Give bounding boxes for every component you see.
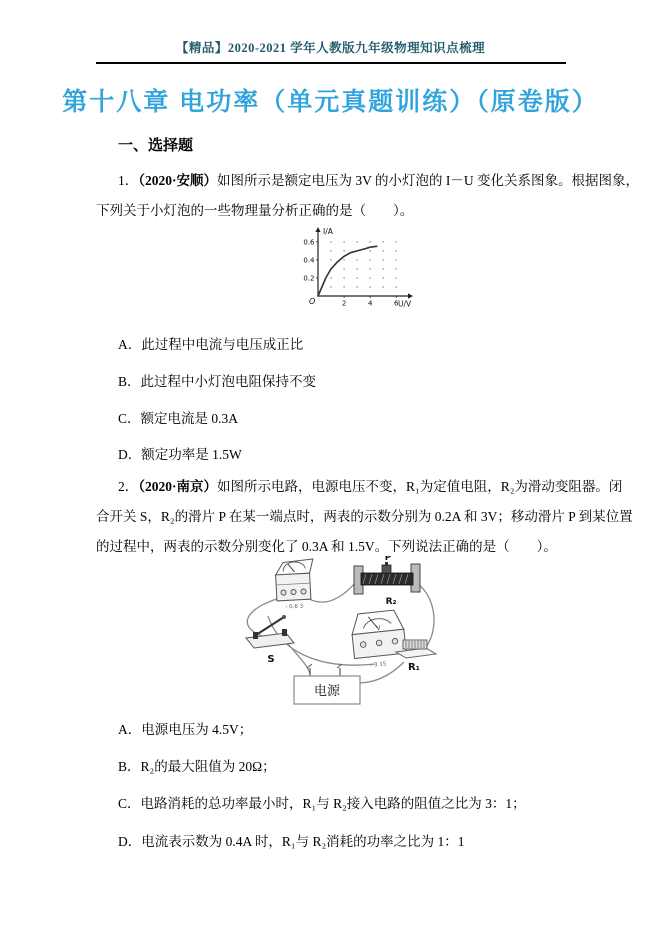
voltmeter	[350, 609, 408, 670]
page-title: 第十八章 电功率（单元真题训练）（原卷版）	[62, 88, 599, 116]
voltmeter-v-letter: V	[376, 624, 381, 633]
svg-text:6: 6	[394, 299, 399, 308]
svg-text:0.2: 0.2	[303, 274, 315, 283]
svg-text:2: 2	[341, 299, 347, 308]
q2-source: （2020·南京）	[138, 479, 218, 494]
x-axis-arrow-icon	[408, 293, 413, 298]
section-heading: 一、选择题	[118, 137, 194, 154]
power-supply	[294, 664, 360, 704]
q1-line-2: 下列关于小灯泡的一些物理量分析正确的是（ ）。	[96, 203, 414, 218]
ammeter	[275, 559, 316, 611]
header-divider	[96, 62, 566, 64]
q2-line-3: 的过程中，两表的示数分别变化了 0.3A 和 1.5V。下列说法正确的是（ ）。	[96, 539, 557, 554]
rheostat-r2	[354, 556, 420, 607]
q2-number: 2．	[118, 479, 139, 494]
x-axis-label: U/V	[398, 299, 412, 309]
svg-text:0.4: 0.4	[303, 256, 315, 265]
q2-line-1	[96, 472, 623, 502]
resistor-r1-label: R₁	[407, 662, 421, 673]
figure-circuit-diagram	[228, 556, 442, 711]
switch-s-label: S	[267, 654, 275, 665]
q2-option-b: B．R₂的最大阻值为 20Ω；	[118, 759, 276, 774]
rheostat-r2-label: R₂	[385, 597, 397, 607]
q2-option-d: D．电流表示数为 0.4A 时，R₁与 R₂消耗的功率之比为 1：1	[118, 834, 465, 849]
figure-iu-graph	[292, 224, 416, 321]
q1-number: 1．	[118, 173, 139, 188]
ammeter-scale-label: - 0.6 3	[285, 603, 304, 611]
svg-text:0.6: 0.6	[303, 238, 315, 247]
q1-option-c: C．额定电流是 0.3A	[118, 411, 239, 426]
q1-option-b: B．此过程中小灯泡电阻保持不变	[118, 374, 317, 389]
q2-option-a: A．电源电压为 4.5V；	[118, 722, 253, 737]
origin-label: O	[309, 297, 316, 306]
q2-option-c: C．电路消耗的总功率最小时，R₁与 R₂接入电路的阻值之比为 3：1；	[118, 796, 526, 811]
question-1	[96, 166, 640, 226]
voltmeter-scale-label: - 3 15	[370, 661, 387, 669]
q1-option-a: A．此过程中电流与电压成正比	[118, 337, 304, 352]
q1-line-1	[96, 166, 640, 196]
q1-option-d: D．额定功率是 1.5W	[118, 447, 242, 462]
svg-text:4: 4	[367, 299, 373, 308]
q2-line-2: 合开关 S，R₂的滑片 P 在某一端点时，两表的示数分别为 0.2A 和 3V；移动滑片 P 到某位置	[96, 509, 633, 524]
circuit-wires	[247, 582, 434, 683]
q1-source: （2020·安顺）	[138, 173, 218, 188]
slider-p-label: P	[384, 556, 392, 563]
q1-text: 如图所示是额定电压为 3V 的小灯泡的 I－U 变化关系图象。根据图象，	[217, 173, 640, 188]
wire-ammeter-to-rheostat	[304, 582, 356, 602]
y-axis-arrow-icon	[315, 227, 320, 232]
wire-switch-to-power	[288, 644, 310, 674]
page-header-text: 【精品】2020-2021 学年人教版九年级物理知识点梳理	[175, 41, 486, 55]
question-2	[96, 472, 633, 562]
q2-text: 如图所示电路，电源电压不变，R₁为定值电阻，R₂为滑动变阻器。闭	[217, 479, 623, 494]
y-axis-label: I/A	[323, 227, 333, 236]
power-supply-label: 电源	[313, 684, 341, 699]
